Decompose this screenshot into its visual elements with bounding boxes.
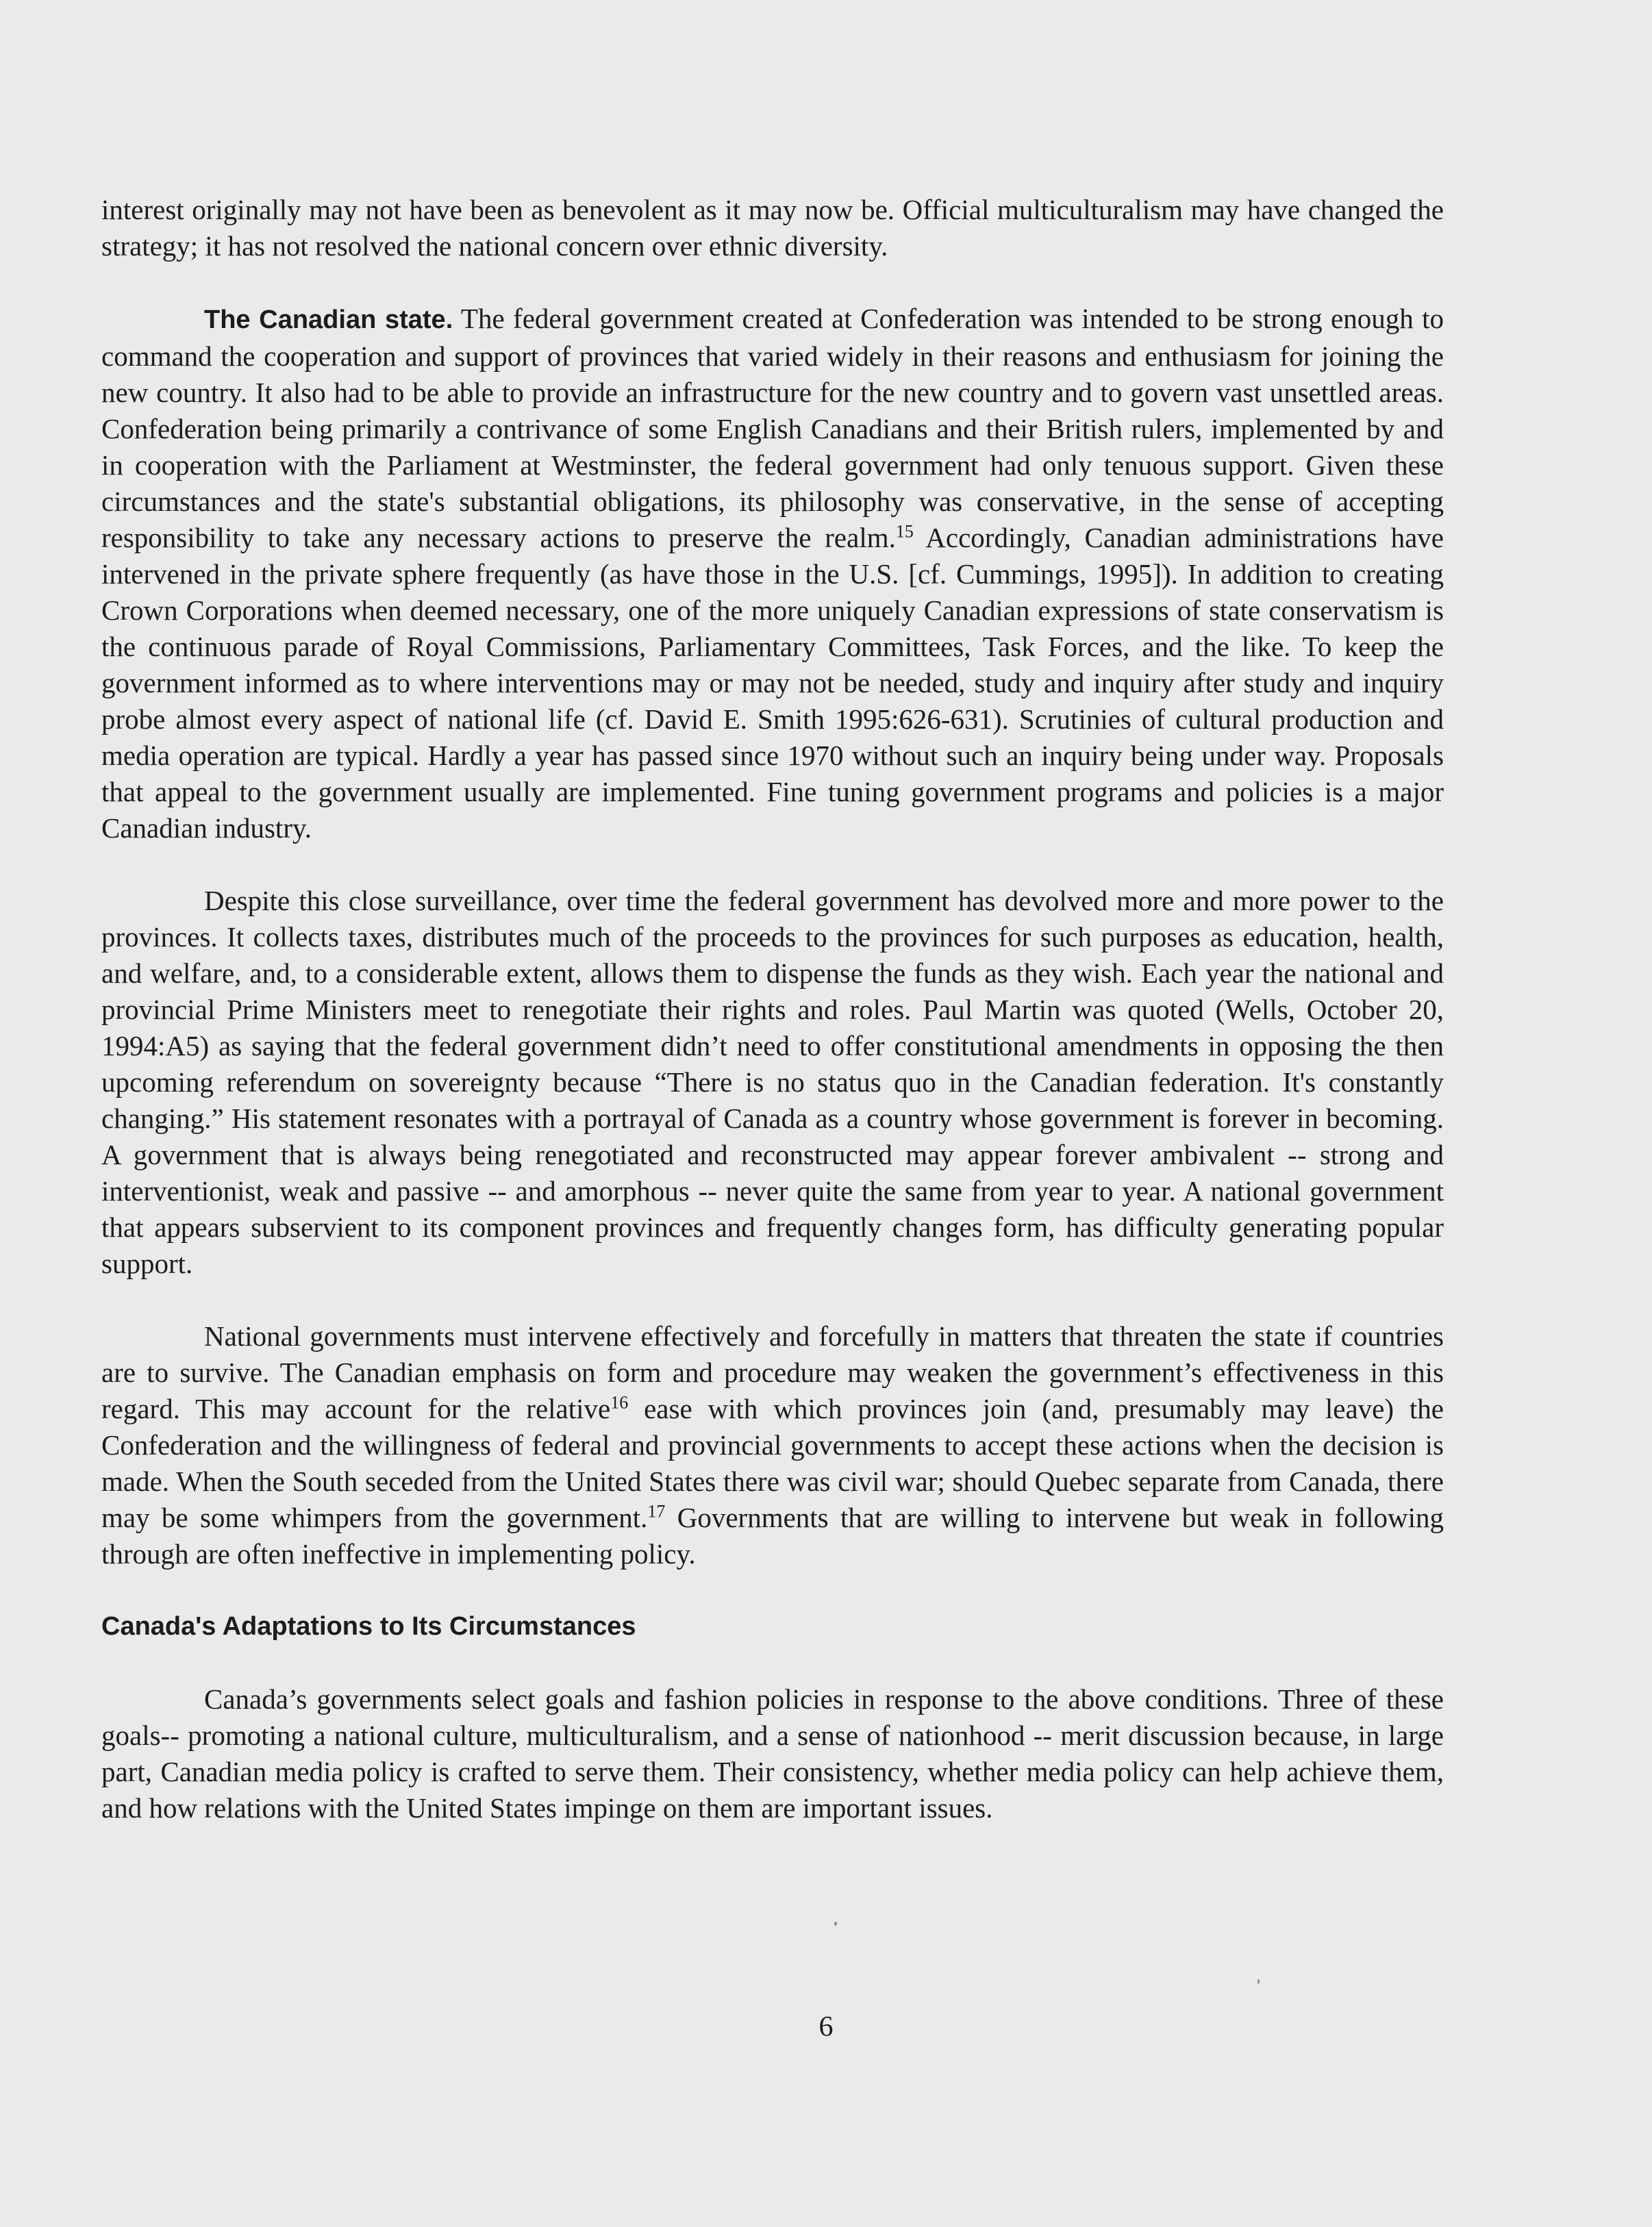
paragraph-3: Despite this close surveillance, over time the federal government has devolved more and more power to the provinces. It collects taxes, distributes much of the proceeds to the provinces for such purposes as education, health, and welfare, and, to a considerable extent, allows them to dispense the funds as they wish. Each year the national and provincial Prime Ministers meet to renegotiate their rights and roles. Paul Martin was quoted (Wells, October 20, 1994:A5) as saying that the federal government didn’t need to offer constitutional amendments in opposing the then upcoming referendum on sovereignty because “There is no status quo in the Canadian federation. It's constantly changing.” His statement resonates with a portrayal of Canada as a country whose government is forever in becoming. A government that is always being renegotiated and reconstructed may appear forever ambivalent -- strong and interventionist, weak and passive -- and amorphous -- never quite the same from year to year. A national government that appears subservient to its component provinces and frequently changes form, has difficulty generating popular support. <box>101 885 1444 1279</box>
paragraph-4-text-b: ease with which provinces join (and, presumably may leave) the Confederation and the willingness of federal and provincial governments to accept these actions when the decision is made. When the South seceded from the United States there was civil war; should Quebec separate from Canada, there may be some whimpers from the government. <box>101 1393 1444 1533</box>
paragraph-1: interest originally may not have been as benevolent as it may now be. Official multiculturalism may have changed the strategy; it has not resolved the national concern over ethnic diversity. <box>101 194 1444 262</box>
run-in-heading: The Canadian state. <box>204 305 453 334</box>
paragraph-2-text-a: The federal government created at Confederation was intended to be strong enough to command the cooperation and support of provinces that varied widely in their reasons and enthusiasm for joining the new country. It also had to be able to provide an infrastructure for the new country and to govern vast unsettled areas. Confederation being primarily a contrivance of some English Canadians and their British rulers, implemented by and in cooperation with the Parliament at Westminster, the federal government had only tenuous support. Given these circumstances and the state's substantial obligations, its philosophy was conservative, in the sense of accepting responsibility to take any necessary actions to preserve the realm. <box>101 303 1444 553</box>
paragraph-2 <box>101 301 1444 846</box>
paragraph-2-text-b: Accordingly, Canadian administrations have intervened in the private sphere frequently (as have those in the U.S. [cf. Cummings, 1995]). In addition to creating Crown Corporations when deemed necessary, one of the more uniquely Canadian expressions of state conservatism is the continuous parade of Royal Commissions, Parliamentary Committees, Task Forces, and the like. To keep the government informed as to where interventions may or may not be needed, study and inquiry after study and inquiry probe almost every aspect of national life (cf. David E. Smith 1995:626-631). Scrutinies of cultural production and media operation are typical. Hardly a year has passed since 1970 without such an inquiry being under way. Proposals that appeal to the government usually are implemented. Fine tuning government programs and policies is a major Canadian industry. <box>101 522 1444 844</box>
page-number: 6 <box>818 2011 834 2043</box>
paragraph-4-text-c: Governments that are willing to intervene but weak in following through are often ineffective in implementing policy. <box>101 1502 1444 1570</box>
body-text <box>101 192 1444 1826</box>
section-heading: Canada's Adaptations to Its Circumstances <box>101 1612 636 1641</box>
paragraph-4-text-a: National governments must intervene effectively and forcefully in matters that threaten the state if countries are to survive. The Canadian emphasis on form and procedure may weaken the government’s effectiveness in this regard. This may account for the relative <box>101 1320 1444 1424</box>
footnote-ref-16[interactable]: 16 <box>610 1392 629 1413</box>
scan-speck <box>834 1922 837 1926</box>
footnote-ref-15[interactable]: 15 <box>895 521 914 542</box>
paragraph-4 <box>101 1318 1444 1572</box>
scan-speck <box>1257 1979 1260 1984</box>
footnote-ref-17[interactable]: 17 <box>647 1501 666 1522</box>
paragraph-5: Canada’s governments select goals and fashion policies in response to the above conditions. Three of these goals-- promoting a national culture, multiculturalism, and a sense of nationhood -- merit discussion because, in large part, Canadian media policy is crafted to serve them. Their consistency, whether media policy can help achieve them, and how relations with the United States impinge on them are important issues. <box>101 1683 1444 1824</box>
